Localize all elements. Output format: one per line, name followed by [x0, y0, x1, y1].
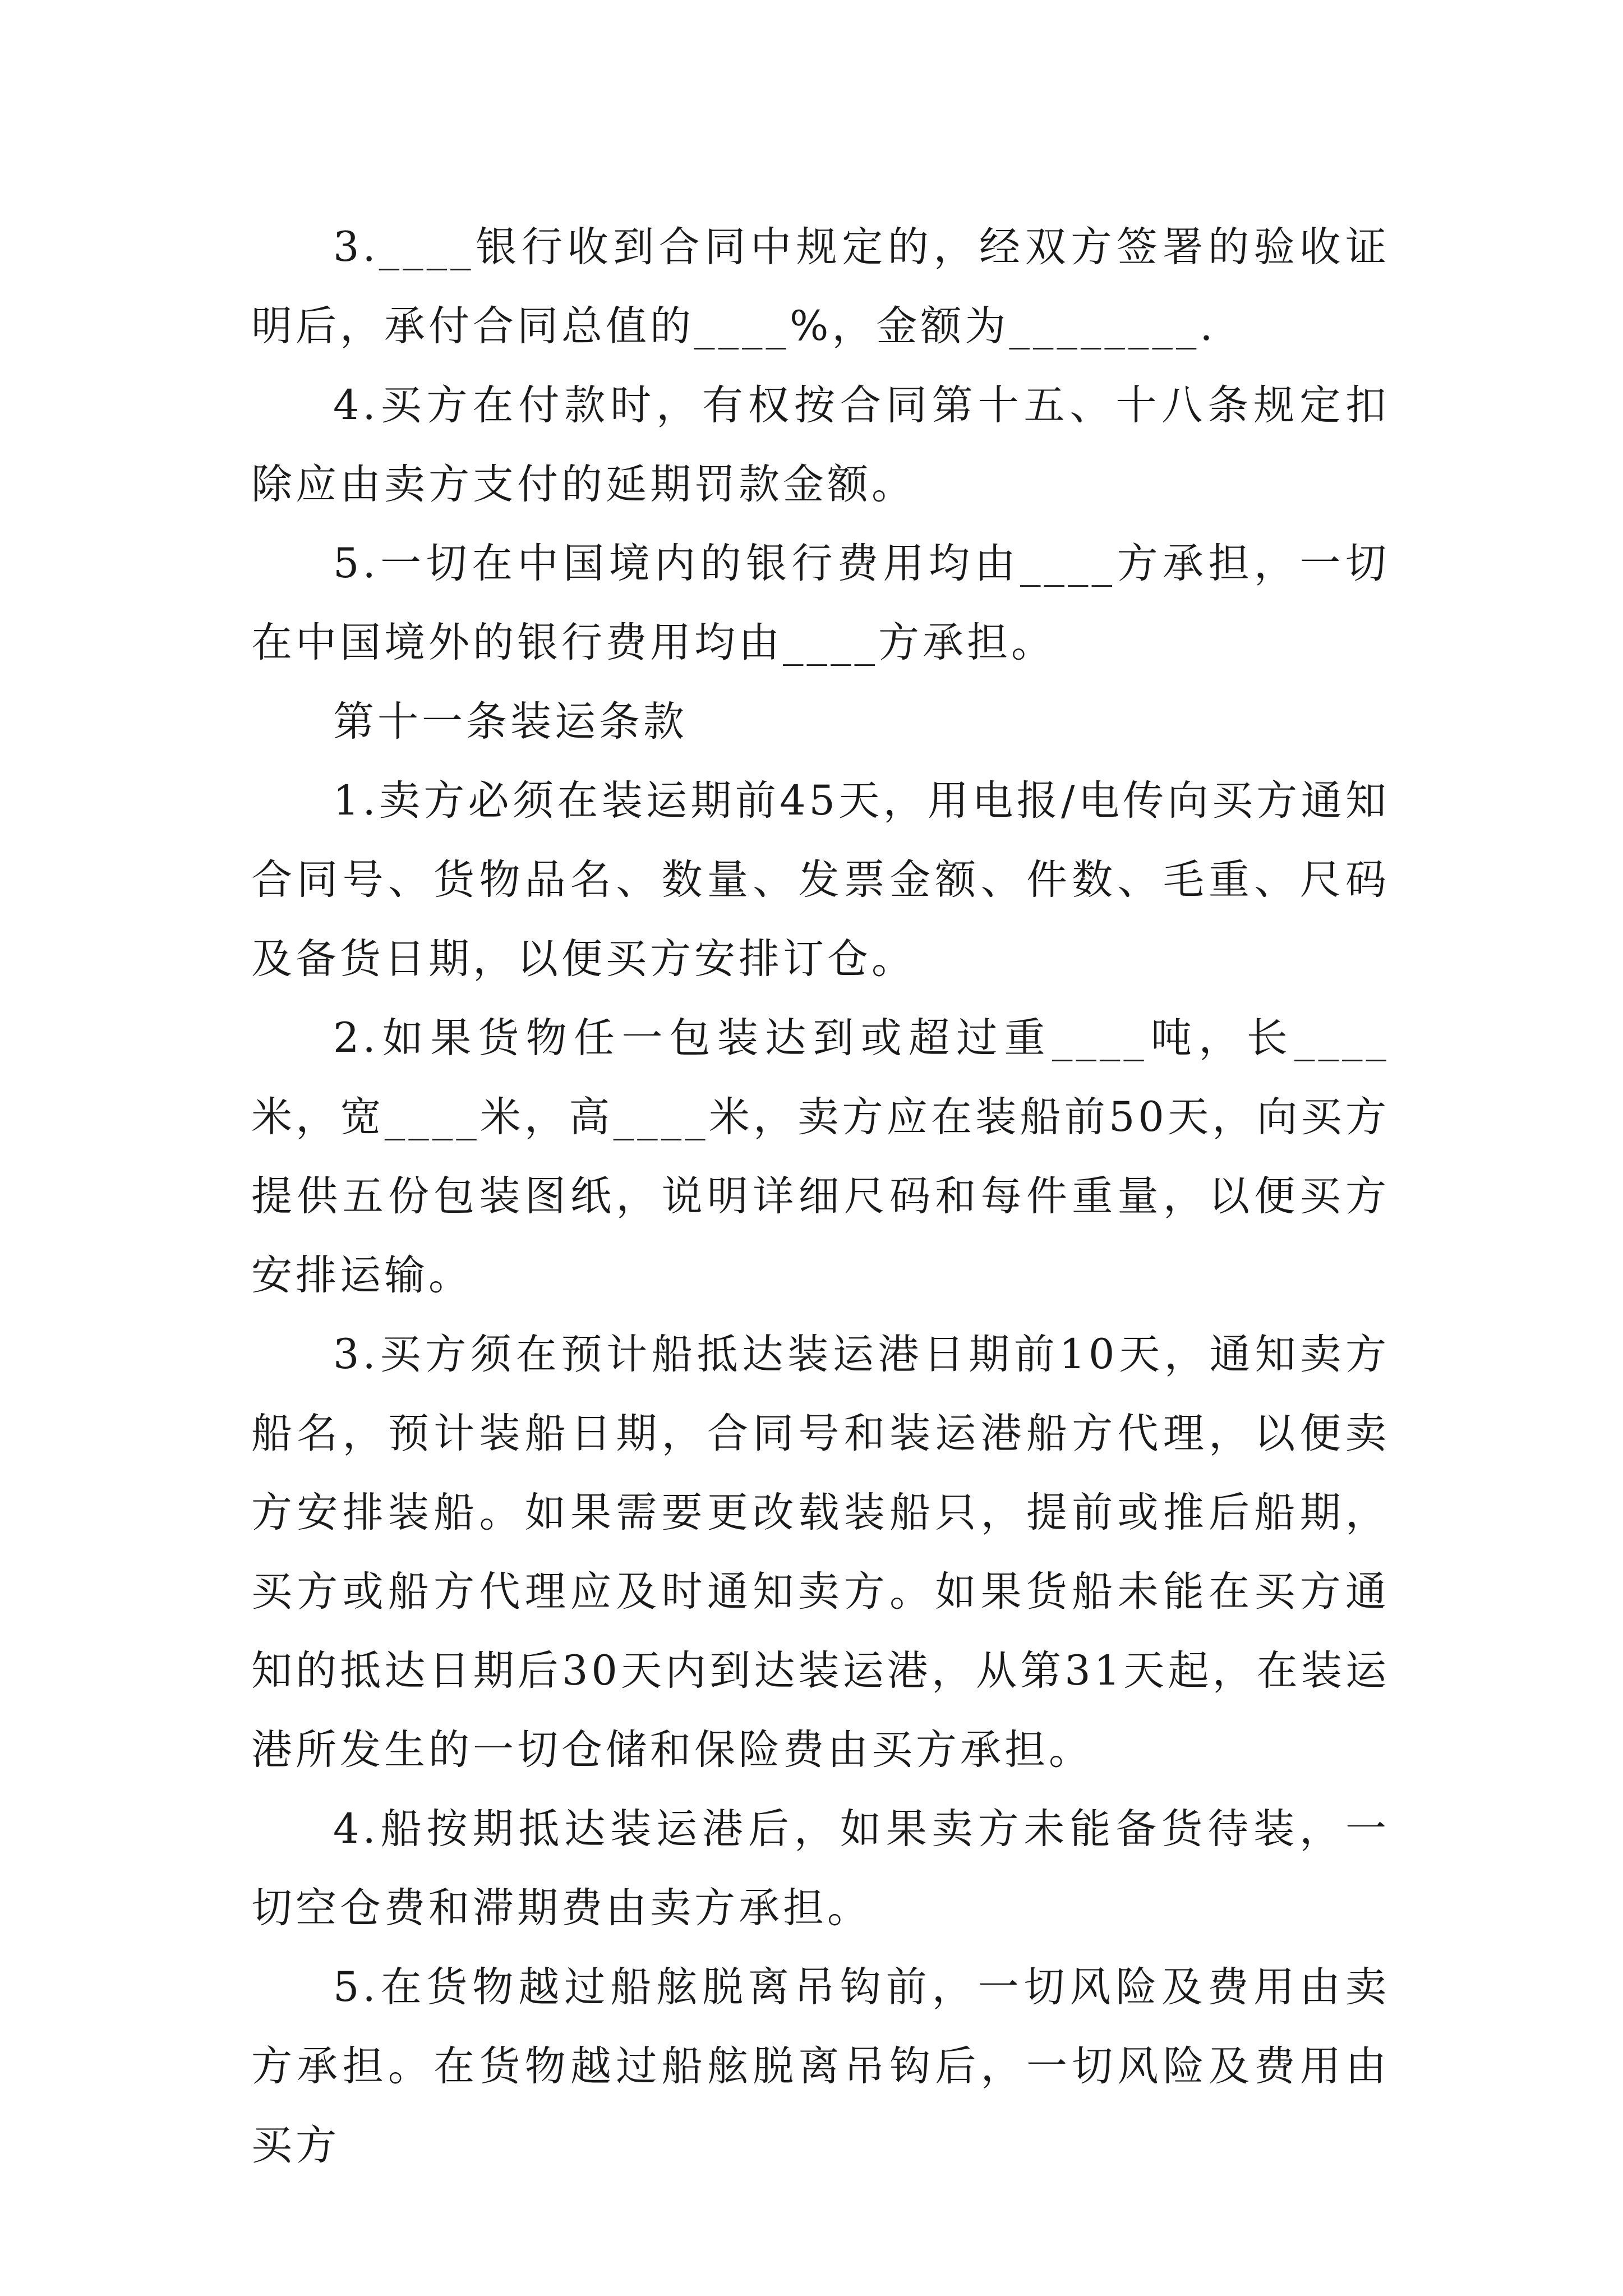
paragraph-shipping-2: 2.如果货物任一包装达到或超过重____吨，长____米，宽____米，高____米，卖方应在装船前50天，向买方提供五份包装图纸，说明详细尺码和每件重量，以便买方安排运输。	[251, 1014, 1390, 1299]
section-heading-article-11: 第十一条装运条款	[333, 698, 688, 746]
paragraph-payment-4: 4.买方在付款时，有权按合同第十五、十八条规定扣除应由卖方支付的延期罚款金额。	[251, 381, 1390, 508]
paragraph-shipping-1: 1.卖方必须在装运期前45天，用电报/电传向买方通知合同号、货物品名、数量、发票金额、件数、毛重、尺码及备货日期，以便买方安排订仓。	[251, 777, 1390, 983]
paragraph-payment-3: 3.____银行收到合同中规定的，经双方签署的验收证明后，承付合同总值的____%，金额为________.	[251, 223, 1390, 350]
paragraph-shipping-5: 5.在货物越过船舷脱离吊钩前，一切风险及费用由卖方承担。在货物越过船舷脱离吊钩后，一切风险及费用由买方	[251, 1963, 1390, 2169]
document-page	[251, 208, 1390, 2185]
paragraph-shipping-4: 4.船按期抵达装运港后，如果卖方未能备货待装，一切空仓费和滞期费由卖方承担。	[251, 1805, 1390, 1932]
paragraph-payment-5: 5.一切在中国境内的银行费用均由____方承担，一切在中国境外的银行费用均由____方承担。	[251, 540, 1390, 666]
paragraph-shipping-3: 3.买方须在预计船抵达装运港日期前10天，通知卖方船名，预计装船日期，合同号和装运港船方代理，以便卖方安排装船。如果需要更改载装船只，提前或推后船期，买方或船方代理应及时通知卖方。如果货船未能在买方通知的抵达日期后30天内到达装运港，从第31天起，在装运港所发生的一切仓储和保险费由买方承担。	[251, 1331, 1390, 1774]
